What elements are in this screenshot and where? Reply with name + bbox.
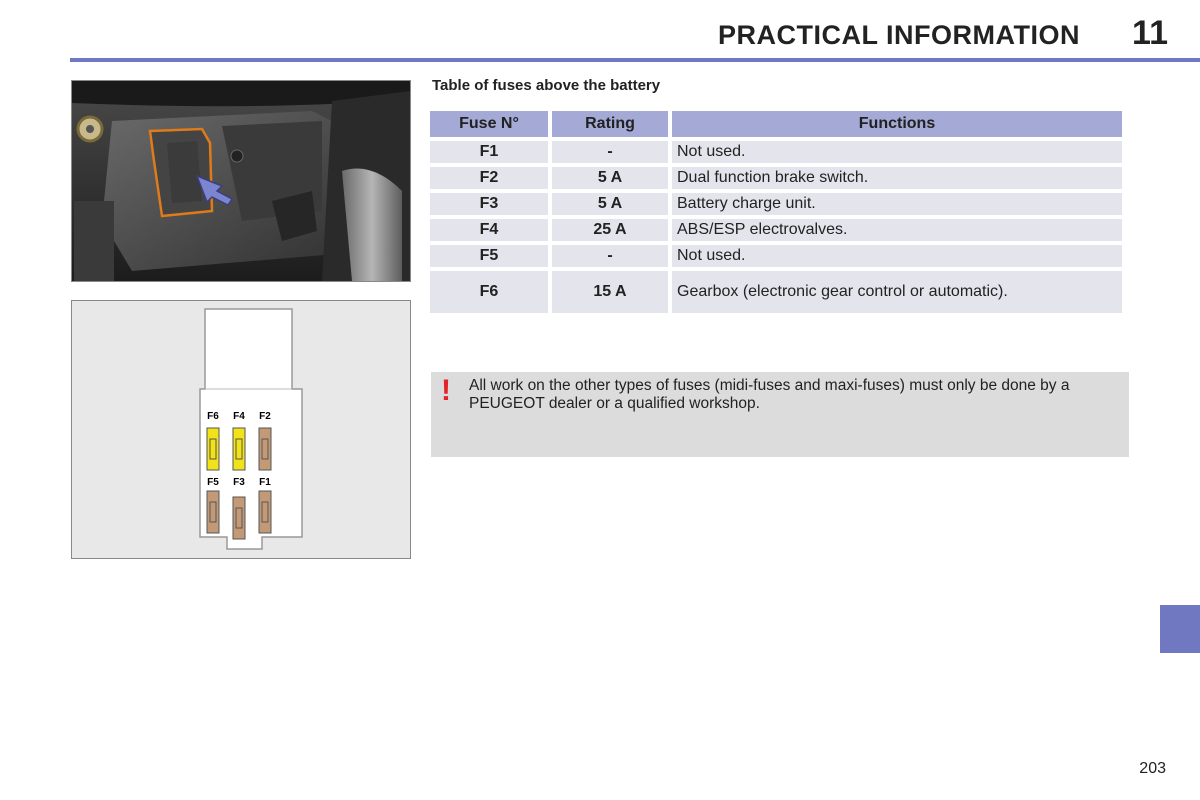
table-row <box>430 245 1122 267</box>
rating-cell: 5 A <box>552 167 668 189</box>
fuse-f1-slot <box>259 491 271 533</box>
chapter-side-tab <box>1160 605 1200 653</box>
fuse-cell: F6 <box>430 271 548 313</box>
fuse-cell: F4 <box>430 219 548 241</box>
warning-box <box>431 372 1129 457</box>
fuse-cell: F1 <box>430 141 548 163</box>
function-cell: Gearbox (electronic gear control or automatic). <box>672 271 1122 313</box>
fuse-table <box>426 107 1126 317</box>
page-title: PRACTICAL INFORMATION <box>718 20 1080 50</box>
fuse-cell: F2 <box>430 167 548 189</box>
fuse-box-diagram <box>71 300 411 559</box>
table-row <box>430 271 1122 313</box>
table-header-row <box>430 111 1122 137</box>
fuse-f2-slot <box>259 428 271 470</box>
fuse-cell: F5 <box>430 245 548 267</box>
function-cell: ABS/ESP electrovalves. <box>672 219 1122 241</box>
rating-cell: - <box>552 245 668 267</box>
engine-bay-photo <box>71 80 411 282</box>
table-row <box>430 167 1122 189</box>
fuse-f4-slot <box>233 428 245 470</box>
function-cell: Battery charge unit. <box>672 193 1122 215</box>
diagram-label-f1: F1 <box>259 477 271 488</box>
fuse-f3-slot <box>233 497 245 539</box>
table-title: Table of fuses above the battery <box>432 77 661 94</box>
fuse-layout-illustration <box>72 301 410 558</box>
warning-text: All work on the other types of fuses (midi-fuses and maxi-fuses) must only be done by a PEUGEOT dealer or a qualified workshop. <box>469 377 1070 412</box>
diagram-label-f2: F2 <box>259 411 271 422</box>
header-functions: Functions <box>672 111 1122 137</box>
diagram-label-f6: F6 <box>207 411 219 422</box>
rating-cell: 25 A <box>552 219 668 241</box>
header-rating: Rating <box>552 111 668 137</box>
engine-bay-illustration <box>72 81 410 281</box>
function-cell: Not used. <box>672 245 1122 267</box>
page-number: 203 <box>1139 760 1166 777</box>
diagram-label-f5: F5 <box>207 477 219 488</box>
fuse-f5-slot <box>207 491 219 533</box>
fuse-cell: F3 <box>430 193 548 215</box>
rating-cell: 15 A <box>552 271 668 313</box>
fuse-f6-slot <box>207 428 219 470</box>
function-cell: Dual function brake switch. <box>672 167 1122 189</box>
rating-cell: 5 A <box>552 193 668 215</box>
table-row <box>430 141 1122 163</box>
header-divider <box>70 58 1200 62</box>
header-fuse-number: Fuse N° <box>430 111 548 137</box>
rating-cell: - <box>552 141 668 163</box>
table-row <box>430 193 1122 215</box>
table-row <box>430 219 1122 241</box>
diagram-label-f4: F4 <box>233 411 245 422</box>
warning-icon: ! <box>441 374 451 407</box>
chapter-number: 11 <box>1132 14 1168 52</box>
diagram-label-f3: F3 <box>233 477 245 488</box>
function-cell: Not used. <box>672 141 1122 163</box>
